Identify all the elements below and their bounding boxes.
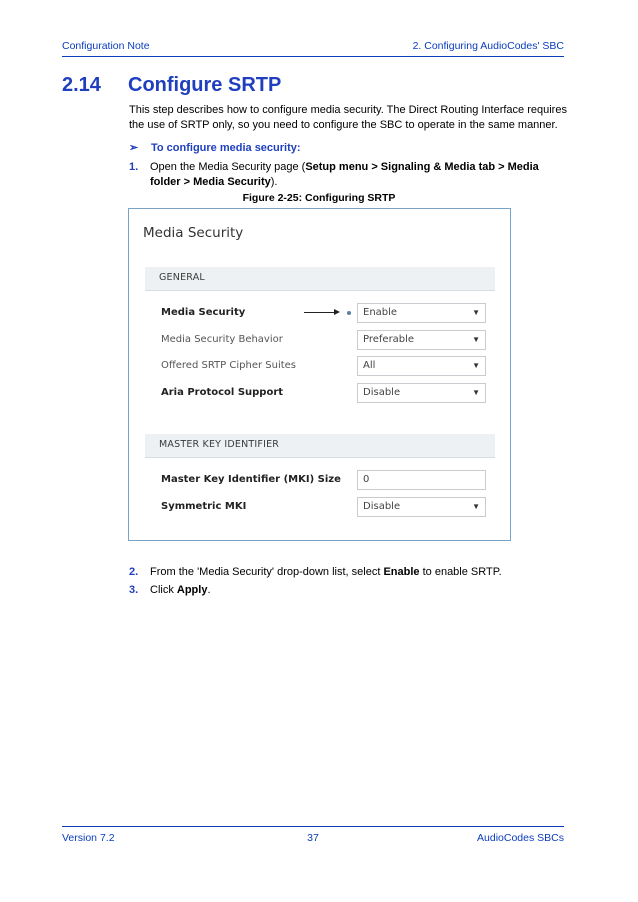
header-divider	[62, 56, 564, 57]
dropdown-caret-icon: ▼	[472, 502, 480, 511]
footer-version: Version 7.2	[62, 832, 115, 844]
dropdown-caret-icon: ▼	[472, 388, 480, 397]
dropdown-caret-icon: ▼	[472, 335, 480, 344]
procedure-heading	[129, 141, 301, 154]
field-label: Symmetric MKI	[161, 501, 247, 512]
header-chapter-title: 2. Configuring AudioCodes' SBC	[412, 40, 564, 52]
footer-page-number: 37	[307, 832, 319, 844]
step-text-bold: Enable	[383, 566, 420, 578]
field-media-security	[161, 303, 491, 325]
step-text-pre: From the 'Media Security' drop-down list, select	[150, 566, 384, 578]
cipher-suites-select[interactable]	[357, 356, 486, 376]
dropdown-caret-icon: ▼	[472, 308, 480, 317]
select-value: Disable	[363, 501, 401, 512]
step-text	[150, 565, 567, 580]
group-general	[145, 267, 495, 291]
select-value: Disable	[363, 387, 401, 398]
field-label: Media Security Behavior	[161, 334, 283, 345]
procedure-title: To configure media security:	[151, 142, 301, 154]
media-security-select[interactable]	[357, 303, 486, 323]
step-text-bold: Setup menu > Signaling & Media tab > Media folder > Media Security	[150, 161, 539, 188]
figure-caption: Figure 2-25: Configuring SRTP	[242, 192, 396, 204]
page-header	[62, 40, 564, 54]
field-media-security-behavior	[161, 330, 491, 352]
step-text-pre: Open the Media Security page (	[150, 161, 306, 173]
panel-title: Media Security	[143, 225, 244, 241]
field-aria-protocol-support	[161, 383, 491, 405]
group-general-label: GENERAL	[159, 272, 205, 283]
field-label: Offered SRTP Cipher Suites	[161, 360, 297, 371]
header-doc-title: Configuration Note	[62, 40, 150, 52]
aria-protocol-select[interactable]	[357, 383, 486, 403]
step-text-post: to enable SRTP.	[419, 566, 502, 578]
intro-paragraph: This step describes how to configure media security. The Direct Routing Interface requires the use of SRTP only, so you need to configure the SBC to operate in the same manner.	[129, 104, 567, 131]
step-number: 3.	[129, 584, 139, 596]
field-label: Aria Protocol Support	[161, 387, 284, 398]
step-text	[150, 160, 567, 190]
step-text	[150, 583, 567, 598]
field-label: Master Key Identifier (MKI) Size	[161, 474, 341, 485]
mki-size-input[interactable]	[357, 470, 486, 490]
select-value: Preferable	[363, 334, 415, 345]
symmetric-mki-select[interactable]	[357, 497, 486, 517]
step-text-post: .	[207, 584, 211, 596]
page-footer	[62, 832, 564, 846]
modified-dot-icon	[347, 311, 351, 315]
step-number: 1.	[129, 161, 139, 173]
input-value: 0	[363, 474, 370, 485]
footer-product: AudioCodes SBCs	[477, 832, 564, 844]
media-security-behavior-select[interactable]	[357, 330, 486, 350]
field-label: Media Security	[161, 307, 246, 318]
section-title: Configure SRTP	[128, 74, 282, 96]
footer-divider	[62, 826, 564, 827]
procedure-arrow-icon: ➢	[129, 142, 139, 154]
group-mki-label: MASTER KEY IDENTIFIER	[159, 439, 280, 450]
step-text-post: ).	[270, 176, 278, 188]
dropdown-caret-icon: ▼	[472, 361, 480, 370]
group-master-key-identifier	[145, 434, 495, 458]
callout-arrow-icon	[304, 312, 338, 313]
select-value: All	[363, 360, 376, 371]
step-number: 2.	[129, 566, 139, 578]
field-mki-size	[161, 470, 491, 492]
select-value: Enable	[363, 307, 398, 318]
step-text-bold: Apply	[176, 584, 208, 596]
section-number: 2.14	[62, 74, 101, 96]
field-offered-srtp-cipher-suites	[161, 356, 491, 378]
field-symmetric-mki	[161, 497, 491, 519]
step-text-pre: Click	[150, 584, 177, 596]
media-security-screenshot	[128, 208, 511, 541]
